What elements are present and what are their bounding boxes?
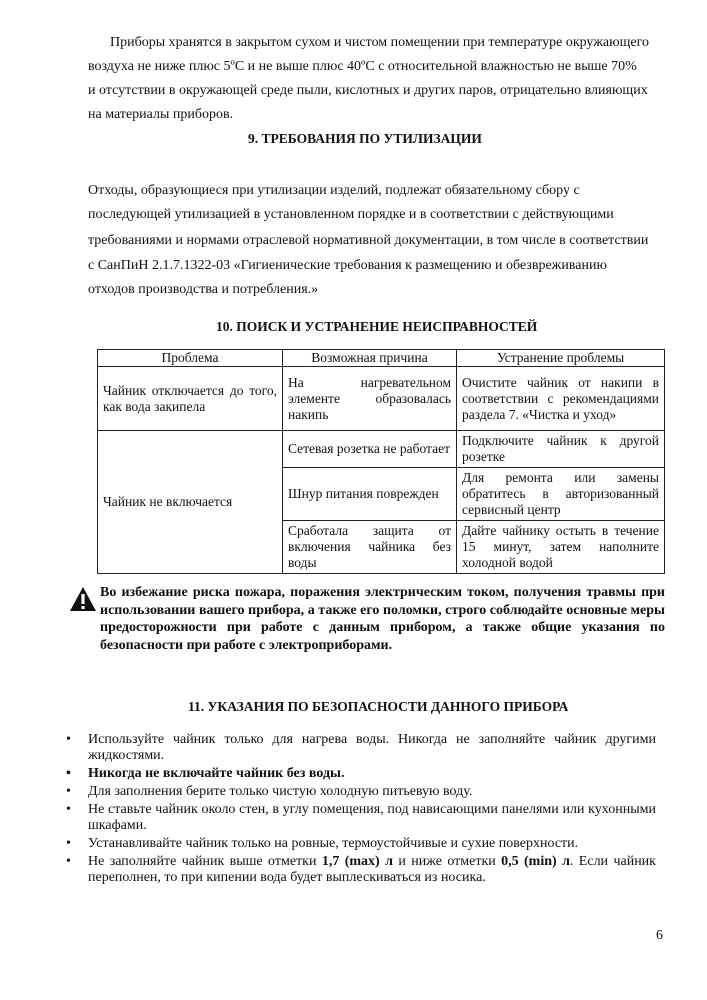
- bullet-icon: •: [66, 766, 71, 781]
- list-item-text: [88, 854, 656, 885]
- section-9-line-4: с СанПиН 2.1.7.1322-03 «Гигиенические требования к размещению и обезвреживанию: [88, 258, 607, 273]
- list-item-text: Используйте чайник только для нагрева воды. Никогда не заполняйте чайник другими жидкостями.: [88, 732, 656, 763]
- fix-cell: Очистите чайник от накипи в соответствии с рекомендациями раздела 7. «Чистка и уход»: [457, 367, 665, 431]
- section-9-line-3: требованиями и нормами отраслевой нормативной документации, в том числе в соответствии: [88, 233, 649, 248]
- warning-text: Во избежание риска пожара, поражения электрическим током, получения травмы при использовании вашего прибора, а также его поломки, строго соблюдайте основные меры предосторожности при работе с данным прибором, а также общие указания по безопасности при работе с электроприборами.: [100, 585, 665, 653]
- storage-line-3: и отсутствии в окружающей среде пыли, кислотных и других паров, отрицательно влияющих: [88, 83, 648, 98]
- bullet-icon: •: [66, 732, 71, 747]
- warning-triangle-icon: [69, 586, 97, 612]
- bullet-icon: •: [66, 836, 71, 851]
- fix-cell: Для ремонта или замены обратитесь в авторизованный сервисный центр: [457, 468, 665, 521]
- problem-cell: Чайник не включается: [98, 431, 283, 574]
- bullet-icon: •: [66, 802, 71, 817]
- list-item: [66, 836, 656, 852]
- table-row: [98, 431, 665, 468]
- list-item: [66, 784, 656, 800]
- section-9-line-1: Отходы, образующиеся при утилизации изделий, подлежат обязательному сбору с: [88, 183, 580, 198]
- list-item: [66, 802, 656, 834]
- cause-cell: Сетевая розетка не работает: [283, 431, 457, 468]
- cause-cell: Шнур питания поврежден: [283, 468, 457, 521]
- list-item-text: Устанавливайте чайник только на ровные, термоустойчивые и сухие поверхности.: [88, 836, 579, 851]
- storage-line-4: на материалы приборов.: [88, 107, 234, 122]
- section-9-line-5: отходов производства и потребления.»: [88, 282, 319, 297]
- header-problem: Проблема: [98, 350, 283, 367]
- page-number: 6: [656, 928, 663, 943]
- list-item: [66, 766, 656, 782]
- table-header-row: [98, 350, 665, 367]
- max-level-value: 1,7 (max) л: [321, 854, 393, 869]
- fix-cell: Дайте чайнику остыть в течение 15 минут, затем наполните холодной водой: [457, 521, 665, 574]
- fill-text-2: и ниже отметки: [392, 854, 502, 869]
- list-item-text: Никогда не включайте чайник без воды.: [88, 766, 345, 781]
- cause-cell: На нагревательном элементе образовалась накипь: [283, 367, 457, 431]
- safety-list: [66, 732, 656, 888]
- fill-text-1: Не заполняйте чайник выше отметки: [88, 854, 322, 869]
- bullet-icon: •: [66, 784, 71, 799]
- troubleshooting-table: [97, 349, 665, 574]
- storage-line-1: Приборы хранятся в закрытом сухом и чистом помещении при температуре окружающего: [110, 35, 649, 50]
- list-item: [66, 732, 656, 764]
- list-item-text: Для заполнения берите только чистую холодную питьевую воду.: [88, 784, 473, 799]
- cause-cell: Сработала защита от включения чайника без воды: [283, 521, 457, 574]
- fill-text-3: . Если чайник переполнен, то при кипении вода будет выплескиваться из носика.: [88, 854, 656, 885]
- section-11-title: 11. УКАЗАНИЯ ПО БЕЗОПАСНОСТИ ДАННОГО ПРИБОРА: [188, 699, 569, 714]
- section-9-line-2: последующей утилизацией в установленном порядке и в соответствии с действующими: [88, 207, 614, 222]
- problem-cell: Чайник отключается до того, как вода закипела: [98, 367, 283, 431]
- list-item-text: Не ставьте чайник около стен, в углу помещения, под нависающими панелями или кухонными шкафами.: [88, 802, 656, 833]
- storage-line-2: воздуха не ниже плюс 5ºС и не выше плюс 40ºС с относительной влажностью не выше 70%: [88, 59, 637, 74]
- header-fix: Устранение проблемы: [457, 350, 665, 367]
- fix-cell: Подключите чайник к другой розетке: [457, 431, 665, 468]
- table-row: [98, 367, 665, 431]
- section-10-title: 10. ПОИСК И УСТРАНЕНИЕ НЕИСПРАВНОСТЕЙ: [216, 319, 538, 334]
- list-item: [66, 854, 656, 886]
- min-level-value: 0,5 (min) л: [501, 854, 570, 869]
- header-cause: Возможная причина: [283, 350, 457, 367]
- section-9-title: 9. ТРЕБОВАНИЯ ПО УТИЛИЗАЦИИ: [248, 131, 482, 146]
- bullet-icon: •: [66, 854, 71, 869]
